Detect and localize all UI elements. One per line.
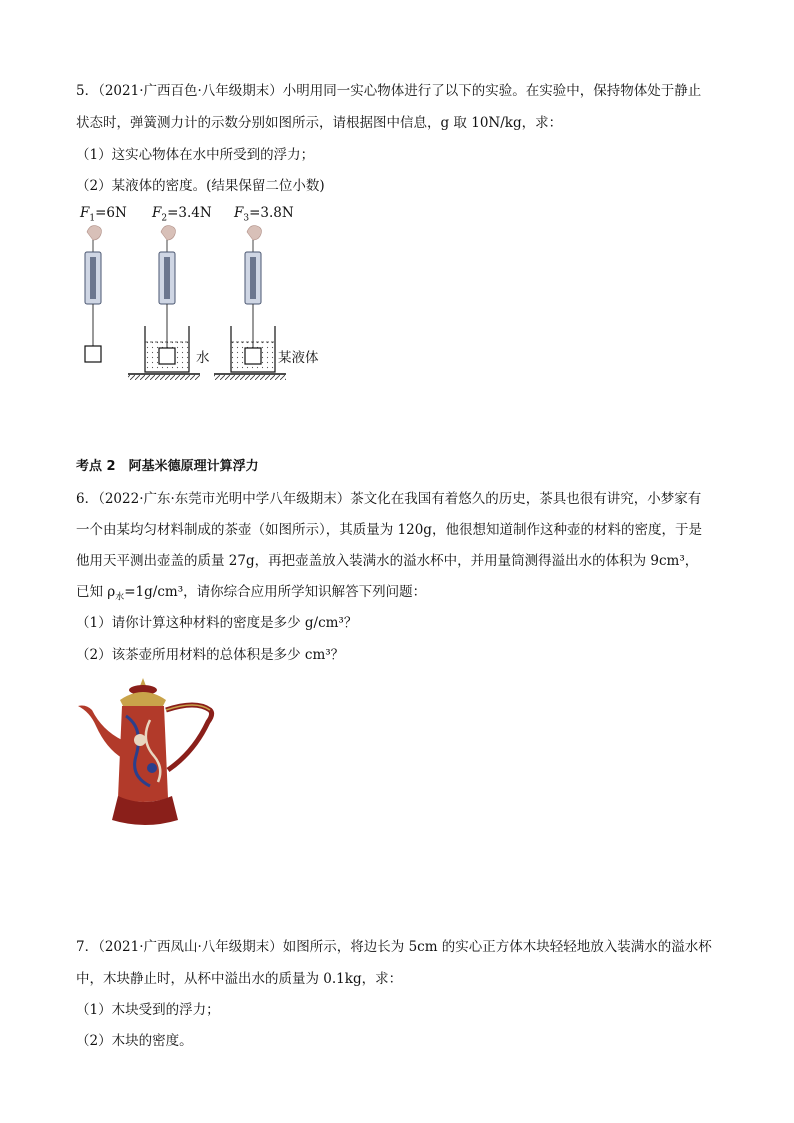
spring-balance-1 [85,226,102,362]
q7-line-1: 7．（2021·广西凤山·八年级期末）如图所示，将边长为 5cm 的实心正方体木块轻轻地放入装满水的溢水杯 [76,939,712,955]
force-label-f2: $F_2=3.4N$ [152,205,212,224]
q5-line-2: 状态时，弹簧测力计的示数分别如图所示，请根据图中信息，g 取 10N/kg，求： [76,115,563,131]
block-3 [245,348,261,364]
block-2 [159,348,175,364]
water-label: 水 [196,350,210,366]
force-label-f3: $F_3=3.8N$ [234,205,294,224]
q6-subquestion-1: （1）请你计算这种材料的密度是多少 g/cm³？ [76,615,358,631]
q7-line-2: 中，木块静止时，从杯中溢出水的质量为 0.1kg，求： [76,971,403,987]
q5-subquestion-1: （1）这实心物体在水中所受到的浮力； [76,147,315,163]
q6-line-3: 他用天平测出壶盖的质量 27g，再把壶盖放入装满水的溢水杯中，并用量筒测得溢出水的体积为 9cm³， [76,553,699,569]
hand-icon [161,226,176,240]
q7-subquestion-1: （1）木块受到的浮力； [76,1002,220,1018]
force-label-f1: $F_1=6N$ [80,205,127,224]
spring-balance-2 [159,226,176,348]
beaker-liquid [214,326,286,380]
q6-subquestion-2: （2）该茶壶所用材料的总体积是多少 cm³？ [76,647,345,663]
liquid-label: 某液体 [278,350,319,366]
teapot-image [78,678,212,825]
block-1 [85,346,101,362]
spring-balance-3 [245,226,262,348]
q5-line-1: 5．（2021·广西百色·八年级期末）小明用同一实心物体进行了以下的实验。在实验中，保持物体处于静止 [76,83,702,99]
q7-subquestion-2: （2）木块的密度。 [76,1033,193,1049]
beaker-water [128,326,200,380]
q6-line-4: 已知 $\rho_水=1g$/cm³，请你综合应用所学知识解答下列问题： [76,584,427,603]
hand-icon [247,226,262,240]
q6-line-1: 6．（2022·广东·东莞市光明中学八年级期末）茶文化在我国有着悠久的历史，茶具也很有讲究，小梦家有 [76,491,702,507]
section-heading: 考点 2 阿基米德原理计算浮力 [76,459,259,474]
q5-subquestion-2: （2）某液体的密度。(结果保留二位小数) [76,178,325,194]
hand-icon [87,226,102,240]
q6-line-2: 一个由某均匀材料制成的茶壶（如图所示），其质量为 120g，他很想知道制作这种壶的材料的密度，于是 [76,522,702,538]
